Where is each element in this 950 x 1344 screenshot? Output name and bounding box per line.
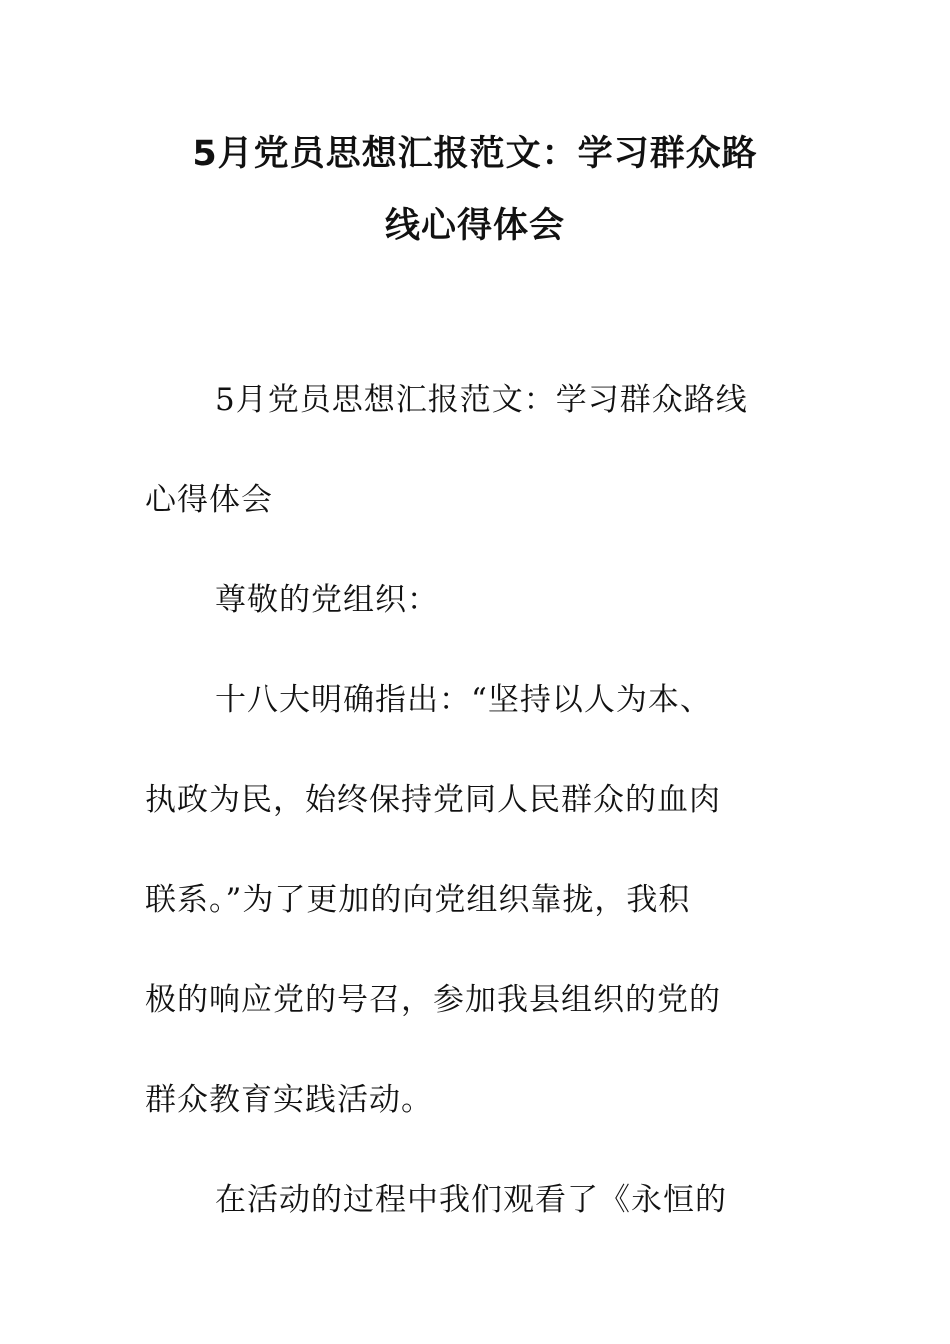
paragraph-2-line-2: 执政为民，始终保持党同人民群众的血肉 xyxy=(145,782,721,818)
paragraph-2-line-4: 极的响应党的号召，参加我县组织的党的 xyxy=(145,982,721,1018)
paragraph-2-line-3: 联系。”为了更加的向党组织靠拢，我积 xyxy=(145,882,691,918)
paragraph-2-line-5: 群众教育实践活动。 xyxy=(145,1082,433,1118)
paragraph-1-line-1: 5月党员思想汇报范文：学习群众路线 xyxy=(215,382,748,418)
paragraph-3-line-1: 在活动的过程中我们观看了《永恒的 xyxy=(215,1182,727,1218)
paragraph-1-line-2: 心得体会 xyxy=(145,482,273,518)
salutation: 尊敬的党组织： xyxy=(215,582,439,618)
document-title-line-2: 线心得体会 xyxy=(384,206,565,246)
document-title-line-1: 5月党员思想汇报范文：学习群众路 xyxy=(192,134,758,174)
paragraph-2-line-1: 十八大明确指出：“坚持以人为本、 xyxy=(215,682,712,718)
